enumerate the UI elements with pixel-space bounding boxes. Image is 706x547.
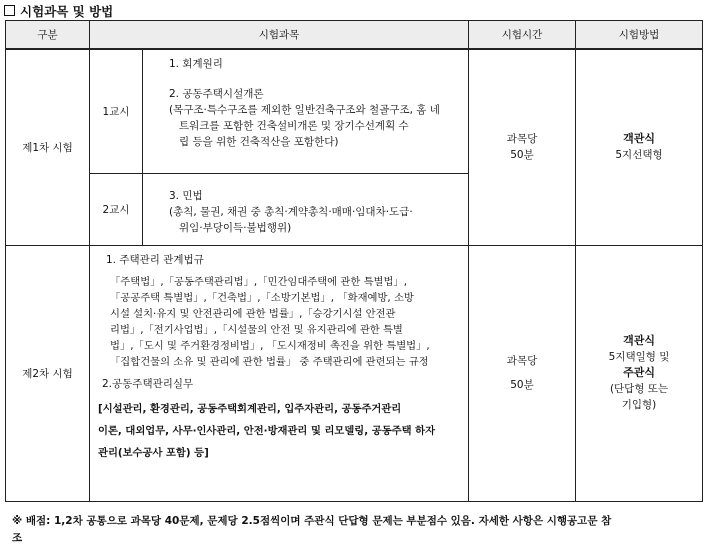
method-sub: 기입형) xyxy=(621,399,657,411)
checkbox-square-icon xyxy=(4,5,15,16)
round2-label: 제2차 시험 xyxy=(6,245,90,501)
law-line: 「공공주택 특별법」,「건축법」,「소방기본법」, 「화재예방, 소방 xyxy=(110,291,414,304)
time-line: 50분 xyxy=(510,379,534,391)
period2-subjects xyxy=(143,173,469,245)
time-line: 과목당 xyxy=(506,355,538,367)
round2-row xyxy=(6,245,703,501)
method-main: 객관식 xyxy=(623,334,655,347)
round2-method xyxy=(576,245,703,501)
footnote xyxy=(12,513,702,547)
practice-line: 이론, 대외업무, 사무·인사관리, 안전·방재관리 및 리모델링, 공동주택 하자 xyxy=(98,424,436,437)
period1-label: 1교시 xyxy=(90,49,143,173)
section-heading xyxy=(4,2,113,20)
subject-detail-line: (총칙, 물권, 채권 중 총칙·계약총칙·매매·임대차·도급· xyxy=(169,205,413,218)
method-sub: 5지선택형 xyxy=(615,149,663,162)
round2-subjects xyxy=(90,245,469,501)
subject-detail-line: 위임·부당이득·불법행위) xyxy=(179,221,292,234)
subject-housing-facilities: 2. 공동주택시설개론 xyxy=(169,88,264,100)
subject-civil-law: 3. 민법 xyxy=(169,189,203,202)
round1-method xyxy=(576,49,703,245)
law-line: 법」,「도시 및 주거환경정비법」, 「도시재정비 촉진을 위한 특별법」, xyxy=(110,339,430,352)
footnote-line: 조 xyxy=(12,532,23,544)
header-category: 구분 xyxy=(6,21,90,50)
round2-time xyxy=(469,245,576,501)
law-line: 「집합건물의 소유 및 관리에 관한 법률」 중 주택관리에 관련되는 규정 xyxy=(110,355,429,368)
round1-time xyxy=(469,49,576,245)
heading-text: 시험과목 및 방법 xyxy=(20,4,114,19)
law-list xyxy=(98,274,462,370)
table-header-row xyxy=(6,21,703,50)
law-line: 「주택법」,「공동주택관리법」,「민간임대주택에 관한 특별법」, xyxy=(110,275,407,288)
exam-subjects-table xyxy=(5,20,703,502)
round1-label: 제1차 시험 xyxy=(6,49,90,245)
subject-housing-law: 1. 주택관리 관계법규 xyxy=(106,253,204,266)
method-sub: (단답형 또는 xyxy=(609,383,669,395)
round1-period1-row xyxy=(6,49,703,173)
footnote-line: ※ 배점: 1,2차 공통으로 과목당 40문제, 문제당 2.5점씩이며 주관식 단답형 문제는 부분점수 있음. 자세한 사항은 시행공고문 참 xyxy=(12,515,612,527)
subject-housing-practice: 2.공동주택관리실무 xyxy=(102,377,194,390)
practice-line: [시설관리, 환경관리, 공동주택회계관리, 입주자관리, 공동주거관리 xyxy=(98,402,402,415)
header-time: 시험시간 xyxy=(469,21,576,50)
law-line: 시설 설치·유지 및 안전관리에 관한 법률」,「승강기시설 안전관 xyxy=(110,307,396,320)
subject-accounting: 1. 회계원리 xyxy=(169,58,223,70)
method-main: 주관식 xyxy=(623,366,655,379)
header-subjects: 시험과목 xyxy=(90,21,469,50)
law-line: 리법」,「전기사업법」,「시설물의 안전 및 유지관리에 관한 특별 xyxy=(110,323,403,336)
practice-line: 관리(보수공사 포함) 등] xyxy=(98,446,209,459)
subject-detail-line: 립 등을 위한 건축적산을 포함한다) xyxy=(179,136,339,148)
period2-label: 2교시 xyxy=(90,173,143,245)
period1-subjects xyxy=(143,49,469,173)
subject-detail-line: 트워크를 포함한 건축설비개론 및 장기수선계획 수 xyxy=(179,120,409,132)
method-sub: 5지택일형 및 xyxy=(608,351,670,363)
practice-list xyxy=(98,398,462,464)
time-line: 50분 xyxy=(510,149,534,162)
subject-detail-line: (목구조·특수구조를 제외한 일반건축구조와 철골구조, 홈 네 xyxy=(169,104,440,116)
time-line: 과목당 xyxy=(506,133,538,146)
header-method: 시험방법 xyxy=(576,21,703,50)
method-main: 객관식 xyxy=(623,132,655,146)
